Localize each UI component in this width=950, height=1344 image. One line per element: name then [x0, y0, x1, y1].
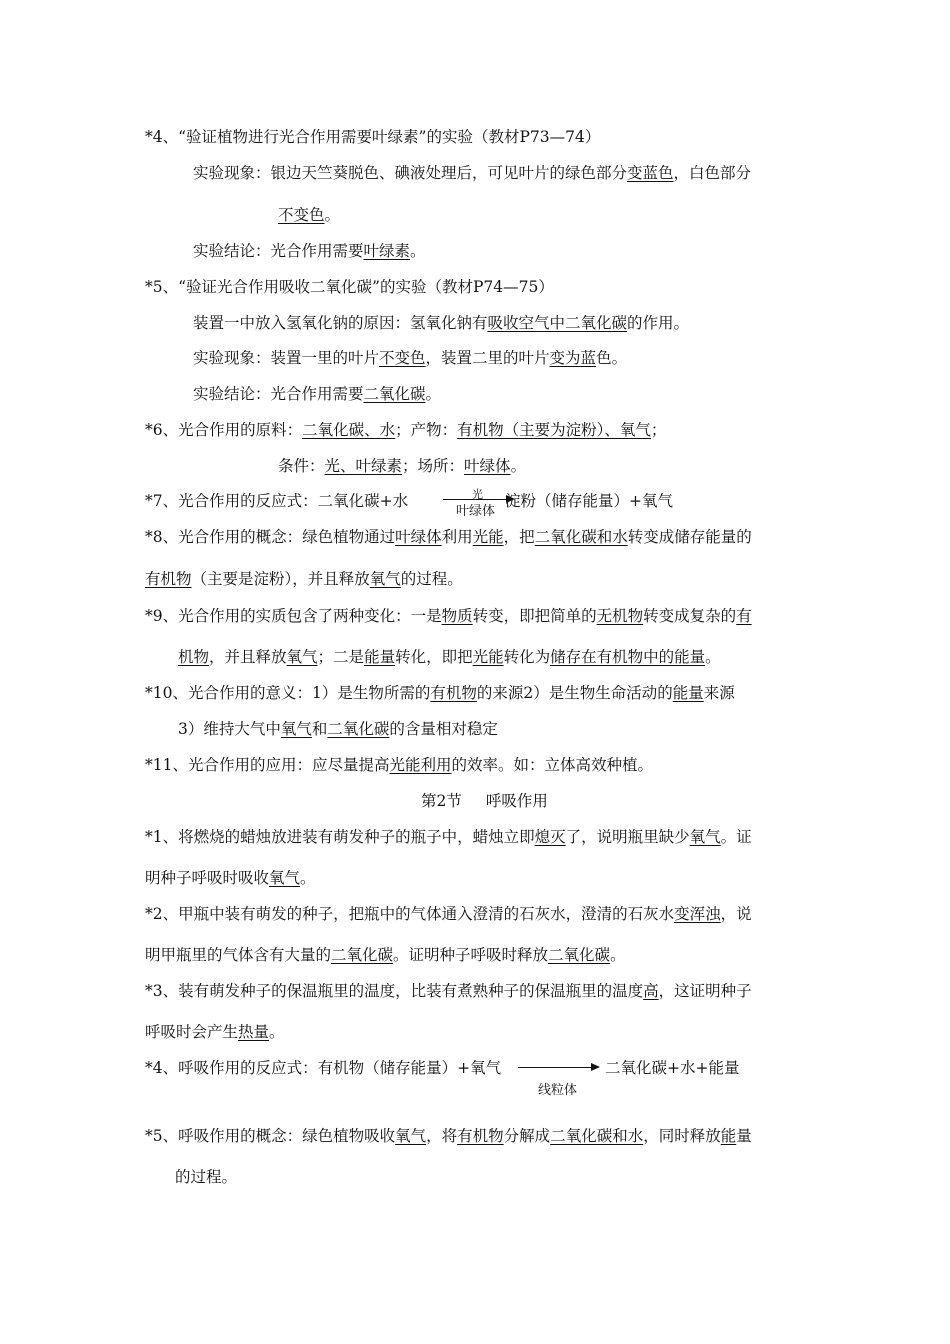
answer-underlined: 能量: [364, 648, 396, 666]
text: 转化为: [503, 648, 551, 666]
item-4-conclusion: [193, 241, 426, 261]
equation-condition-light: 光: [472, 488, 483, 501]
answer-underlined: 变浑浊: [674, 905, 721, 923]
text: （主要是淀粉），并且释放: [191, 570, 370, 588]
reaction-arrow: [518, 1067, 598, 1068]
answer-underlined: 有: [736, 607, 752, 625]
answer-underlined: 有机物（主要为淀粉）、氧气: [457, 421, 651, 439]
text: 转变成储存能量的: [627, 528, 752, 546]
text: 色。: [596, 349, 628, 367]
text: *7、光合作用的反应式：二氧化碳+水: [145, 492, 409, 510]
answer-underlined: 高: [643, 982, 659, 1000]
answer-underlined: 二氧化碳: [331, 946, 394, 964]
text: ，并且释放: [209, 648, 287, 666]
text: 呼吸时会产生: [145, 1023, 239, 1041]
section-title: 呼吸作用: [485, 792, 548, 810]
item-6-conditions: [278, 456, 526, 476]
item-5-reason: [193, 313, 689, 333]
text: 。: [269, 1023, 285, 1041]
text: ；: [650, 421, 667, 439]
item-8-line2: [145, 569, 463, 589]
answer-underlined: 无机物: [596, 607, 644, 625]
answer-underlined: 氧气: [395, 1127, 427, 1145]
answer-underlined: 机物: [178, 648, 210, 666]
resp-item-4-equation-left: [145, 1058, 501, 1078]
text: 和: [311, 720, 328, 738]
answer-underlined: 氧气: [689, 828, 721, 846]
item-4-phenomenon-cont: [278, 205, 340, 225]
answer-underlined: 物质: [441, 607, 473, 625]
reaction-arrow: [443, 499, 513, 500]
answer-underlined: 热量: [238, 1023, 270, 1041]
text: *4、呼吸作用的反应式：有机物（储存能量）+氧气: [145, 1059, 502, 1077]
text: ，这证明种子: [658, 982, 752, 1000]
answer-underlined: 叶绿体: [464, 457, 511, 475]
text: 条件：: [278, 457, 325, 475]
item-10-line2: [178, 719, 498, 739]
text: 淀粉（储存能量）+氧气: [505, 492, 673, 510]
answer-underlined: 能量: [672, 684, 704, 702]
item-7-equation-left: [145, 491, 408, 511]
text: *4、“验证植物进行光合作用需要叶绿素”的实验（教材P73—74）: [145, 128, 601, 146]
item-4-phenomenon: [193, 163, 751, 183]
text: 。: [324, 206, 341, 224]
text: *2、甲瓶中装有萌发的种子，把瓶中的气体通入澄清的石灰水，澄清的石灰水: [145, 905, 675, 923]
resp-item-2-line2: [145, 945, 626, 965]
answer-underlined: 变蓝色: [627, 164, 674, 182]
text: ，白色部分: [673, 164, 752, 182]
resp-item-5-line1: [145, 1126, 752, 1146]
text: 二氧化碳+水+能量: [605, 1059, 740, 1077]
text: 。: [610, 946, 626, 964]
answer-underlined: 有机物: [430, 684, 477, 702]
text: 。: [425, 385, 442, 403]
answer-underlined: 二氧化碳: [548, 946, 611, 964]
text: 分解成: [503, 1127, 551, 1145]
text: 的来源2）是生物生命活动的: [476, 684, 673, 702]
text: *10、光合作用的意义：1）是生物所需的: [145, 684, 431, 702]
text: 转变，即把简单的: [472, 607, 597, 625]
text: *6、光合作用的原料：: [145, 421, 303, 439]
text: 实验现象：银边天竺葵脱色、碘液处理后，可见叶片的绿色部分: [193, 164, 628, 182]
item-10-line1: [145, 683, 735, 703]
answer-underlined: 光能利用: [389, 756, 452, 774]
answer-underlined: 二氧化碳和水: [534, 528, 628, 546]
text: ，同时释放: [643, 1127, 721, 1145]
resp-item-1-line1: [145, 827, 752, 847]
answer-underlined: 熄灭: [534, 828, 566, 846]
text: 明甲瓶里的气体含有大量的: [145, 946, 332, 964]
text: 。证明种子呼吸时释放: [393, 946, 549, 964]
answer-underlined: 氧气: [269, 869, 301, 887]
text: 实验结论：光合作用需要: [193, 242, 364, 260]
equation-condition-chloroplast: 叶绿体: [456, 504, 496, 519]
item-5-conclusion: [193, 384, 441, 404]
text: 3）维持大气中: [178, 720, 281, 738]
answer-underlined: 不变色: [379, 349, 426, 367]
answer-underlined: 光、叶绿素: [324, 457, 403, 475]
text: ，将: [426, 1127, 458, 1145]
text: 明种子呼吸时吸收: [145, 869, 270, 887]
answer-underlined: 氧气: [286, 648, 318, 666]
text: 装置一中放入氢氧化钠的原因：氢氧化钠有: [193, 314, 488, 332]
resp-item-2-line1: [145, 904, 752, 924]
text: 。: [705, 648, 721, 666]
answer-underlined: 有机物: [145, 570, 192, 588]
item-5-phenomenon: [193, 348, 627, 368]
text: *9、光合作用的实质包含了两种变化：一是: [145, 607, 442, 625]
item-4-title: [145, 127, 600, 147]
text: ，装置二里的叶片: [425, 349, 550, 367]
section-heading: [421, 791, 548, 811]
text: 转化，即把: [395, 648, 473, 666]
text: *1、将燃烧的蜡烛放进装有萌发种子的瓶子中，蜡烛立即: [145, 828, 535, 846]
item-9-line2: [178, 647, 721, 667]
text: 的作用。: [627, 314, 690, 332]
text: 实验结论：光合作用需要: [193, 385, 364, 403]
text: ，说: [720, 905, 752, 923]
answer-underlined: 吸收空气中二氧化碳: [487, 314, 628, 332]
text: ；产物：: [395, 421, 458, 439]
text: 的过程。: [400, 570, 463, 588]
text: 。: [410, 242, 426, 260]
answer-underlined: 储存在有机物中的能量: [550, 648, 706, 666]
item-9-line1: [145, 606, 752, 626]
text: 的含量相对稳定: [389, 720, 498, 738]
text: 了，说明瓶里缺少: [565, 828, 690, 846]
text: 转变成复杂的: [643, 607, 737, 625]
text: ；场所：: [402, 457, 465, 475]
answer-underlined: 氧气: [280, 720, 312, 738]
item-6-materials: [145, 420, 666, 440]
answer-underlined: 二氧化碳和水: [550, 1127, 644, 1145]
text: 。: [300, 869, 316, 887]
text: *5、“验证光合作用吸收二氧化碳”的实验（教材P74—75）: [145, 278, 554, 296]
equation-condition-mitochondria: 线粒体: [538, 1083, 578, 1098]
text: *8、光合作用的概念：绿色植物通过: [145, 528, 396, 546]
text: ，把: [503, 528, 535, 546]
text: 的过程。: [175, 1168, 238, 1186]
resp-item-3-line2: [145, 1022, 285, 1042]
text: 量: [736, 1127, 752, 1145]
resp-item-1-line2: [145, 868, 316, 888]
resp-item-5-line2: [175, 1167, 237, 1187]
answer-underlined: 叶绿素: [363, 242, 411, 260]
text: 的效率。如：立体高效种植。: [451, 756, 654, 774]
answer-underlined: 氧气: [369, 570, 401, 588]
item-5-title: [145, 277, 554, 297]
answer-underlined: 不变色: [278, 206, 325, 224]
resp-item-4-equation-right: [605, 1058, 739, 1078]
text: *3、装有萌发种子的保温瓶里的温度，比装有煮熟种子的保温瓶里的温度: [145, 982, 644, 1000]
answer-underlined: 光能: [472, 528, 504, 546]
item-11: [145, 755, 653, 775]
text: *11、光合作用的应用：应尽量提高: [145, 756, 390, 774]
text: *5、呼吸作用的概念：绿色植物吸收: [145, 1127, 396, 1145]
text: 。证: [720, 828, 752, 846]
item-7-equation-right: [505, 491, 673, 511]
answer-underlined: 光能: [472, 648, 504, 666]
section-number: 第2节: [421, 792, 462, 810]
text: 来源: [703, 684, 735, 702]
answer-underlined: 二氧化碳、水: [302, 421, 396, 439]
answer-underlined: 二氧化碳: [327, 720, 390, 738]
text: ；二是: [317, 648, 365, 666]
answer-underlined: 有机物: [457, 1127, 504, 1145]
answer-underlined: 叶绿体: [395, 528, 442, 546]
item-8-line1: [145, 527, 752, 547]
resp-item-3-line1: [145, 981, 752, 1001]
text: 利用: [441, 528, 473, 546]
text: 。: [510, 457, 527, 475]
answer-underlined: 能: [720, 1127, 737, 1145]
answer-underlined: 变为蓝: [549, 349, 597, 367]
answer-underlined: 二氧化碳: [363, 385, 426, 403]
text: 实验现象：装置一里的叶片: [193, 349, 380, 367]
